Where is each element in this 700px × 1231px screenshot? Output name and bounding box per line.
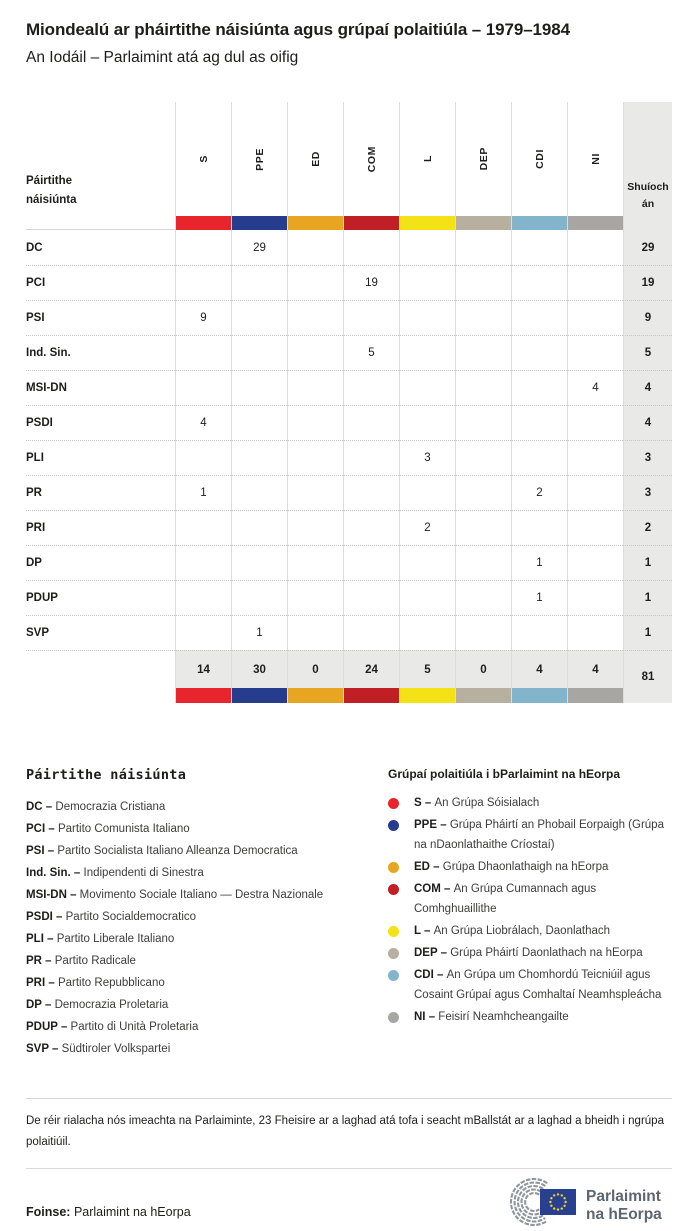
- cell-psi-cdi: [511, 300, 567, 335]
- totals-row-spacer: [26, 650, 175, 688]
- cell-pr-ni: [567, 475, 623, 510]
- group-color-bar: [567, 216, 623, 230]
- cell-pr-ed: [287, 475, 343, 510]
- column-header-ni: [567, 102, 623, 216]
- seats-value: 1: [623, 545, 672, 580]
- group-color-dot-icon: [388, 879, 414, 919]
- seats-value: 9: [623, 300, 672, 335]
- cell-pci-cdi: [511, 265, 567, 300]
- cell-psdi-dep: [455, 405, 511, 440]
- totals-seats: 81: [623, 650, 672, 703]
- group-color-dot-icon: [388, 943, 414, 963]
- group-color-bar: [231, 216, 287, 230]
- group-abbr: L –: [414, 925, 434, 937]
- cell-pci-dep: [455, 265, 511, 300]
- cell-pdup-com: [343, 580, 399, 615]
- cell-dc-s: [175, 230, 231, 265]
- party-label-svp: SVP: [26, 615, 175, 650]
- seats-value: 19: [623, 265, 672, 300]
- legend-parties-title: Páirtithe náisiúnta: [26, 767, 187, 783]
- cell-pdup-cdi: 1: [511, 580, 567, 615]
- footnote: De réir rialacha nós imeachta na Parlaiminte, 23 Fheisire ar a laghad atá tofa i seacht mBallstát ar a laghad a bheidh i ngrúpa polaitiúil.: [26, 1115, 664, 1149]
- cell-svp-l: [399, 615, 455, 650]
- group-color-bar: [287, 216, 343, 230]
- cell-psi-l: [399, 300, 455, 335]
- group-legend-text: NI – Feisirí Neamhcheangailte: [414, 1011, 569, 1023]
- legend-parties-list: [26, 796, 388, 1060]
- cell-pri-dep: [455, 510, 511, 545]
- column-header-s: [175, 102, 231, 216]
- group-color-bar: [455, 216, 511, 230]
- cell-pr-ppe: [231, 475, 287, 510]
- cell-psdi-cdi: [511, 405, 567, 440]
- group-color-bar-fill: [232, 216, 287, 230]
- totals-ni: 4: [567, 650, 623, 688]
- source-value: Parlaimint na hEorpa: [73, 1204, 191, 1219]
- cell-pli-ni: [567, 440, 623, 475]
- source-label: Foinse:: [26, 1204, 71, 1219]
- cell-pr-com: [343, 475, 399, 510]
- cell-dp-ppe: [231, 545, 287, 580]
- group-color-bar: [343, 216, 399, 230]
- group-abbr: DEP –: [414, 947, 451, 959]
- party-legend-item: PDUP – Partito di Unità Proletaria: [26, 1021, 199, 1033]
- group-color-bar: [511, 216, 567, 230]
- cell-pdup-ni: [567, 580, 623, 615]
- party-abbr: PSI –: [26, 845, 58, 857]
- cell-dc-com: [343, 230, 399, 265]
- totals-dep: 0: [455, 650, 511, 688]
- totals-s: 14: [175, 650, 231, 688]
- group-color-dot-icon: [388, 1007, 414, 1027]
- source-row: [26, 1175, 672, 1231]
- row-header-label: Páirtithe náisiúnta: [26, 175, 77, 207]
- seats-value: 4: [623, 405, 672, 440]
- legend-groups-title: Grúpaí polaitiúla i bParlaimint na hEorpa: [388, 767, 621, 781]
- group-color-bar-fill: [176, 216, 231, 230]
- cell-pli-l: 3: [399, 440, 455, 475]
- party-legend-item: Ind. Sin. – Indipendenti di Sinestra: [26, 867, 204, 879]
- column-header-com: [343, 102, 399, 216]
- logo-text-line1: Parlaimint: [586, 1187, 661, 1205]
- page-subtitle: An Iodáil – Parlaimint atá ag dul as oifig: [26, 49, 299, 66]
- group-code-label: CDI: [533, 149, 546, 169]
- group-color-dot-icon: [388, 965, 414, 1005]
- source-line: [26, 1205, 191, 1231]
- cell-indsin-l: [399, 335, 455, 370]
- group-color-bar-fill: [456, 688, 511, 703]
- group-color-bar-fill: [288, 216, 343, 230]
- party-legend-item: PLI – Partito Liberale Italiano: [26, 933, 175, 945]
- cell-dp-ni: [567, 545, 623, 580]
- group-color-bar-fill: [512, 216, 567, 230]
- group-legend-text: S – An Grúpa Sóisialach: [414, 797, 540, 809]
- party-legend-item: PSI – Partito Socialista Italiano Alleanza Democratica: [26, 845, 298, 857]
- party-abbr: PDUP –: [26, 1021, 71, 1033]
- cell-psdi-ni: [567, 405, 623, 440]
- party-abbr: PCI –: [26, 823, 58, 835]
- legend-groups: [388, 767, 672, 1060]
- group-color-bar-fill: [344, 216, 399, 230]
- group-code-label: COM: [365, 145, 378, 173]
- group-color-bar: [399, 216, 455, 230]
- column-header-seats: [623, 102, 672, 216]
- cell-pdup-l: [399, 580, 455, 615]
- cell-pr-cdi: 2: [511, 475, 567, 510]
- seats-value: 29: [623, 230, 672, 265]
- seats-value: 5: [623, 335, 672, 370]
- cell-pdup-ppe: [231, 580, 287, 615]
- cell-indsin-ed: [287, 335, 343, 370]
- party-label-pli: PLI: [26, 440, 175, 475]
- column-header-ed: [287, 102, 343, 216]
- cell-psdi-ed: [287, 405, 343, 440]
- cell-dp-com: [343, 545, 399, 580]
- cell-psdi-l: [399, 405, 455, 440]
- party-legend-item: PSDI – Partito Socialdemocratico: [26, 911, 197, 923]
- group-color-bar: [287, 688, 343, 703]
- group-legend-item: [388, 943, 672, 963]
- cell-psi-ppe: [231, 300, 287, 335]
- group-code-label: NI: [589, 153, 602, 165]
- cell-svp-ni: [567, 615, 623, 650]
- cell-pci-s: [175, 265, 231, 300]
- cell-psi-dep: [455, 300, 511, 335]
- group-color-bar: [343, 688, 399, 703]
- party-label-psi: PSI: [26, 300, 175, 335]
- group-abbr: S –: [414, 797, 435, 809]
- cell-msidn-dep: [455, 370, 511, 405]
- group-color-bar-fill: [176, 688, 231, 703]
- group-code-label: S: [197, 155, 210, 163]
- column-header-l: [399, 102, 455, 216]
- row-header-underline: [26, 216, 175, 230]
- totals-ed: 0: [287, 650, 343, 688]
- cell-indsin-cdi: [511, 335, 567, 370]
- cell-pci-ni: [567, 265, 623, 300]
- cell-indsin-dep: [455, 335, 511, 370]
- cell-indsin-s: [175, 335, 231, 370]
- cell-psi-com: [343, 300, 399, 335]
- party-legend-item: DP – Democrazia Proletaria: [26, 999, 169, 1011]
- cell-dp-s: [175, 545, 231, 580]
- cell-pri-cdi: [511, 510, 567, 545]
- group-code-label: ED: [309, 151, 322, 167]
- group-color-bar: [399, 688, 455, 703]
- party-abbr: MSI-DN –: [26, 889, 80, 901]
- cell-msidn-cdi: [511, 370, 567, 405]
- group-abbr: ED –: [414, 861, 443, 873]
- group-legend-text: CDI – An Grúpa um Chomhordú Teicniúil agus Cosaint Grúpaí agus Comhaltaí Neamhspleácha: [414, 969, 662, 1001]
- cell-pli-com: [343, 440, 399, 475]
- cell-svp-com: [343, 615, 399, 650]
- group-abbr: PPE –: [414, 819, 450, 831]
- legend-groups-list: [388, 793, 672, 1027]
- cell-pr-s: 1: [175, 475, 231, 510]
- cell-pli-ed: [287, 440, 343, 475]
- group-legend-text: DEP – Grúpa Pháirtí Daonlathach na hEorpa: [414, 947, 643, 959]
- group-legend-text: L – An Grúpa Liobrálach, Daonlathach: [414, 925, 611, 937]
- cell-msidn-com: [343, 370, 399, 405]
- party-label-msidn: MSI-DN: [26, 370, 175, 405]
- cell-pli-ppe: [231, 440, 287, 475]
- cell-pri-ppe: [231, 510, 287, 545]
- cell-pr-dep: [455, 475, 511, 510]
- cell-msidn-s: [175, 370, 231, 405]
- party-legend-item: DC – Democrazia Cristiana: [26, 801, 166, 813]
- cell-psdi-com: [343, 405, 399, 440]
- cell-dp-ed: [287, 545, 343, 580]
- group-color-bar: [231, 688, 287, 703]
- group-color-bar: [175, 216, 231, 230]
- cell-dc-cdi: [511, 230, 567, 265]
- cell-dc-l: [399, 230, 455, 265]
- group-color-bar: [567, 688, 623, 703]
- group-color-bar-fill: [232, 688, 287, 703]
- group-legend-text: ED – Grúpa Dhaonlathaigh na hEorpa: [414, 861, 609, 873]
- cell-dp-cdi: 1: [511, 545, 567, 580]
- group-color-dot-icon: [388, 921, 414, 941]
- cell-psi-ni: [567, 300, 623, 335]
- eu-flag-icon: [540, 1189, 576, 1215]
- party-legend-item: PR – Partito Radicale: [26, 955, 136, 967]
- cell-msidn-ppe: [231, 370, 287, 405]
- european-parliament-logo: [492, 1175, 672, 1231]
- divider: [26, 1098, 672, 1099]
- seats-column-spacer: [623, 216, 672, 230]
- group-legend-item: [388, 1007, 672, 1027]
- cell-msidn-ed: [287, 370, 343, 405]
- legend-parties: [26, 767, 388, 1060]
- cell-indsin-com: 5: [343, 335, 399, 370]
- group-abbr: NI –: [414, 1011, 439, 1023]
- group-color-bar: [175, 688, 231, 703]
- cell-dc-ni: [567, 230, 623, 265]
- cell-psdi-s: 4: [175, 405, 231, 440]
- cell-svp-ppe: 1: [231, 615, 287, 650]
- legend: [26, 767, 672, 1060]
- seats-header-label: Shuíochán: [627, 181, 669, 210]
- party-abbr: DP –: [26, 999, 55, 1011]
- party-abbr: PRI –: [26, 977, 58, 989]
- party-abbr: PLI –: [26, 933, 57, 945]
- cell-svp-s: [175, 615, 231, 650]
- column-header-dep: [455, 102, 511, 216]
- cell-pri-ed: [287, 510, 343, 545]
- cell-svp-cdi: [511, 615, 567, 650]
- group-code-label: DEP: [477, 147, 490, 171]
- cell-pri-ni: [567, 510, 623, 545]
- cell-pli-dep: [455, 440, 511, 475]
- party-label-dp: DP: [26, 545, 175, 580]
- seats-value: 4: [623, 370, 672, 405]
- group-color-bar-fill: [512, 688, 567, 703]
- cell-indsin-ni: [567, 335, 623, 370]
- group-legend-item: [388, 793, 672, 813]
- cell-svp-dep: [455, 615, 511, 650]
- party-abbr: PR –: [26, 955, 55, 967]
- group-color-bar-fill: [400, 216, 455, 230]
- party-label-pr: PR: [26, 475, 175, 510]
- group-legend-text: COM – An Grúpa Cumannach agus Comhghuaillithe: [414, 883, 597, 915]
- cell-dc-ppe: 29: [231, 230, 287, 265]
- group-color-dot-icon: [388, 793, 414, 813]
- cell-psdi-ppe: [231, 405, 287, 440]
- cell-indsin-ppe: [231, 335, 287, 370]
- column-header-cdi: [511, 102, 567, 216]
- divider: [26, 1168, 672, 1169]
- cell-pci-com: 19: [343, 265, 399, 300]
- group-color-dot-icon: [388, 857, 414, 877]
- cell-pci-ed: [287, 265, 343, 300]
- party-abbr: DC –: [26, 801, 56, 813]
- group-color-bar-fill: [568, 688, 623, 703]
- party-legend-item: SVP – Südtiroler Volkspartei: [26, 1043, 171, 1055]
- party-label-pci: PCI: [26, 265, 175, 300]
- seats-table: [26, 102, 672, 703]
- seats-value: 1: [623, 580, 672, 615]
- totals-cdi: 4: [511, 650, 567, 688]
- party-legend-item: PCI – Partito Comunista Italiano: [26, 823, 190, 835]
- group-code-label: PPE: [253, 147, 266, 171]
- party-legend-item: MSI-DN – Movimento Sociale Italiano — Destra Nazionale: [26, 889, 324, 901]
- cell-pci-l: [399, 265, 455, 300]
- cell-dp-l: [399, 545, 455, 580]
- cell-msidn-ni: 4: [567, 370, 623, 405]
- totals-ppe: 30: [231, 650, 287, 688]
- group-code-label: L: [421, 155, 434, 163]
- column-header-parties: [26, 102, 175, 216]
- cell-psi-s: 9: [175, 300, 231, 335]
- group-legend-item: [388, 857, 672, 877]
- cell-pli-cdi: [511, 440, 567, 475]
- group-color-bar-fill: [400, 688, 455, 703]
- cell-pri-l: 2: [399, 510, 455, 545]
- seats-value: 2: [623, 510, 672, 545]
- cell-pli-s: [175, 440, 231, 475]
- cell-pdup-ed: [287, 580, 343, 615]
- cell-msidn-l: [399, 370, 455, 405]
- seats-value: 3: [623, 440, 672, 475]
- group-legend-item: [388, 921, 672, 941]
- totals-com: 24: [343, 650, 399, 688]
- group-abbr: COM –: [414, 883, 454, 895]
- group-legend-item: [388, 879, 672, 919]
- column-header-ppe: [231, 102, 287, 216]
- cell-dc-ed: [287, 230, 343, 265]
- seats-value: 3: [623, 475, 672, 510]
- page-title: Miondealú ar pháirtithe náisiúnta agus grúpaí polaitiúla – 1979–1984: [26, 20, 570, 39]
- party-abbr: SVP –: [26, 1043, 62, 1055]
- group-color-bar-fill: [344, 688, 399, 703]
- group-color-bar-fill: [568, 216, 623, 230]
- party-abbr: PSDI –: [26, 911, 66, 923]
- party-label-indsin: Ind. Sin.: [26, 335, 175, 370]
- cell-pr-l: [399, 475, 455, 510]
- group-color-dot-icon: [388, 815, 414, 855]
- group-legend-text: PPE – Grúpa Pháirtí an Phobail Eorpaigh (Grúpa na nDaonlathaithe Críostaí): [414, 819, 664, 851]
- party-label-pri: PRI: [26, 510, 175, 545]
- party-legend-item: PRI – Partito Repubblicano: [26, 977, 165, 989]
- party-label-pdup: PDUP: [26, 580, 175, 615]
- group-legend-item: [388, 965, 672, 1005]
- group-color-bar: [455, 688, 511, 703]
- group-legend-item: [388, 815, 672, 855]
- cell-psi-ed: [287, 300, 343, 335]
- group-color-bar-fill: [288, 688, 343, 703]
- cell-svp-ed: [287, 615, 343, 650]
- totals-l: 5: [399, 650, 455, 688]
- party-label-psdi: PSDI: [26, 405, 175, 440]
- cell-pri-com: [343, 510, 399, 545]
- group-abbr: CDI –: [414, 969, 447, 981]
- group-color-bar-fill: [456, 216, 511, 230]
- cell-pri-s: [175, 510, 231, 545]
- cell-pdup-s: [175, 580, 231, 615]
- cell-dp-dep: [455, 545, 511, 580]
- cell-pdup-dep: [455, 580, 511, 615]
- cell-pci-ppe: [231, 265, 287, 300]
- party-abbr: Ind. Sin. –: [26, 867, 84, 879]
- logo-text-line2: na hEorpa: [586, 1205, 662, 1223]
- seats-value: 1: [623, 615, 672, 650]
- cell-dc-dep: [455, 230, 511, 265]
- group-color-bar: [511, 688, 567, 703]
- party-label-dc: DC: [26, 241, 43, 254]
